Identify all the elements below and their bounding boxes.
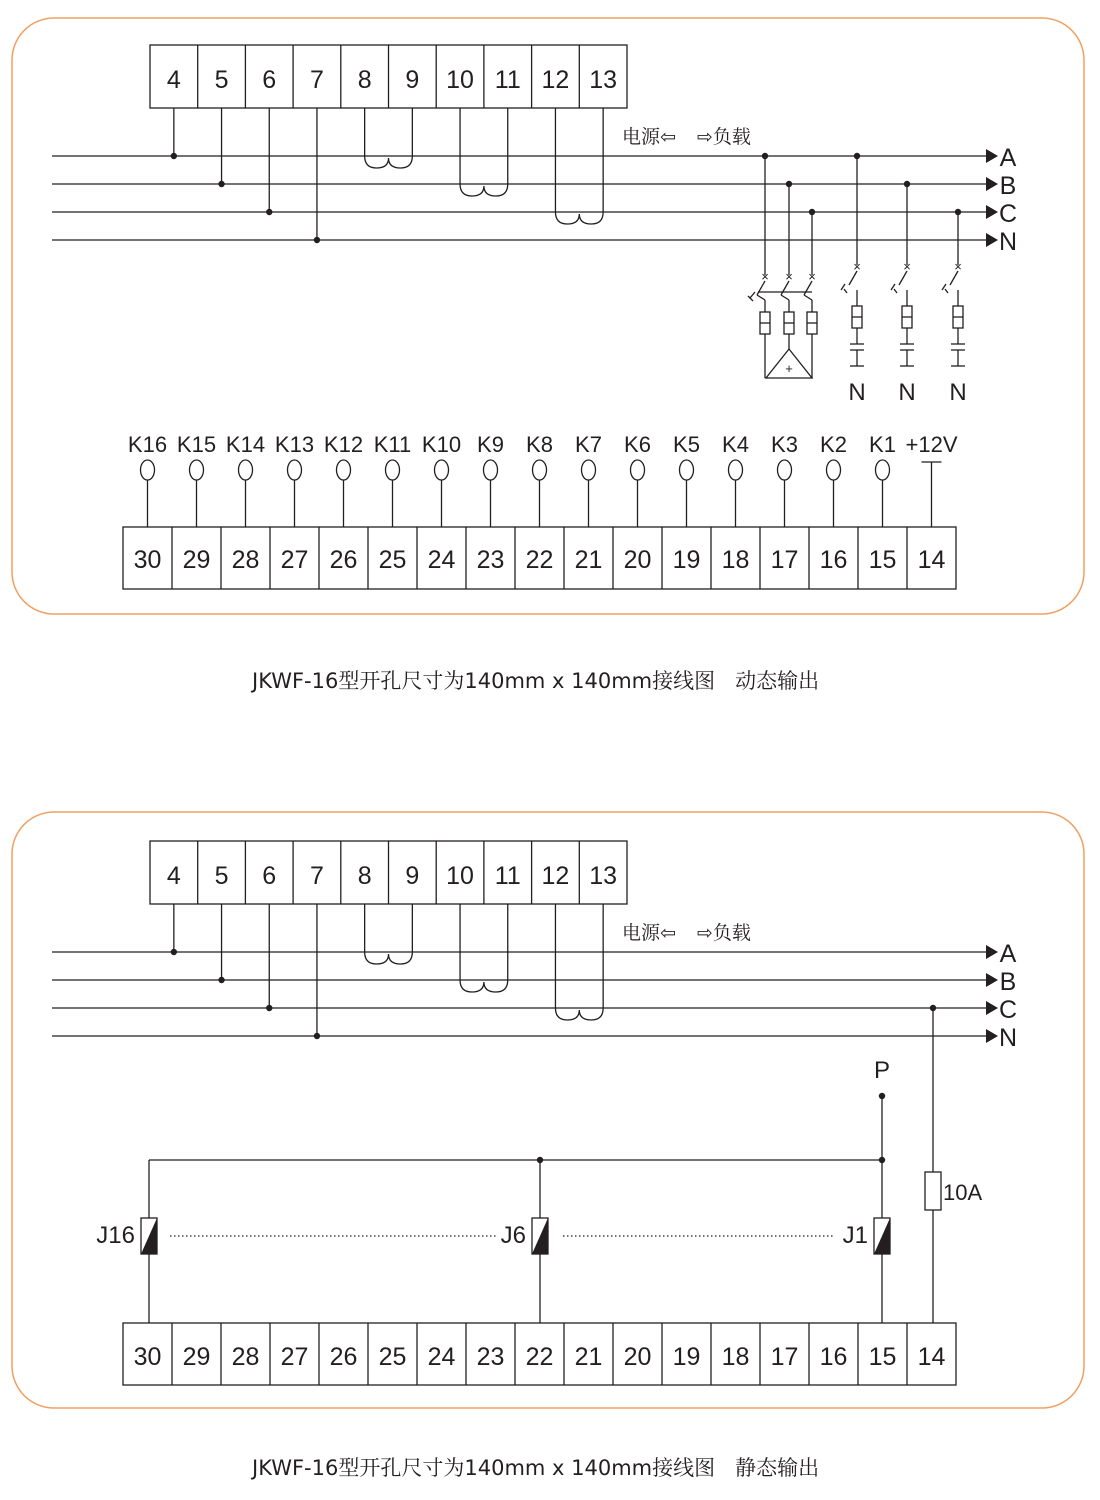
bottom-terminal-30: 30: [133, 546, 162, 574]
top-terminal-6: 6: [262, 66, 277, 94]
relay-fill: [141, 1218, 157, 1254]
output-indicator: [484, 460, 498, 480]
load-label: ⇨负载: [697, 126, 751, 148]
output-label-+12V: +12V: [905, 432, 958, 457]
bottom-terminal-22: 22: [525, 546, 554, 574]
source-label-2: 电源⇦: [622, 922, 676, 944]
output-indicator: [729, 460, 743, 480]
breaker-contact: ×: [761, 269, 769, 284]
bottom-terminal-24: 24: [427, 1343, 456, 1371]
dynamic-output-diagram: [52, 45, 1017, 589]
phase-label-N: N: [998, 1024, 1018, 1052]
breaker-contact: ×: [954, 259, 962, 274]
output-indicator: [876, 460, 890, 480]
arrow-head: [986, 1001, 998, 1015]
output-label-K8: K8: [526, 432, 553, 457]
bottom-terminal-23: 23: [476, 1343, 505, 1371]
neutral-label: N: [898, 379, 916, 406]
phase-label-A: A: [999, 940, 1017, 968]
output-label-K7: K7: [575, 432, 602, 457]
bottom-terminal-21: 21: [574, 546, 603, 574]
switch-blade: [757, 295, 765, 300]
top-terminal-4: 4: [166, 66, 181, 94]
output-indicator: [239, 460, 253, 480]
arrow-head: [986, 205, 998, 219]
delta-plus: +: [785, 361, 793, 376]
bottom-terminal-29: 29: [182, 546, 211, 574]
output-label-K13: K13: [274, 432, 315, 457]
breaker-handle: [748, 292, 755, 301]
top-terminal-5: 5: [214, 66, 229, 94]
bottom-terminal-22: 22: [525, 1343, 554, 1371]
junction-dot: [314, 237, 320, 243]
arrow-head: [986, 177, 998, 191]
phase-label-N: N: [998, 228, 1018, 256]
junction-dot: [171, 153, 177, 159]
top-terminal-4: 4: [166, 862, 181, 890]
junction-dot: [266, 209, 272, 215]
bottom-terminal-27: 27: [280, 1343, 309, 1371]
bottom-terminal-30: 30: [133, 1343, 162, 1371]
bottom-terminal-28: 28: [231, 546, 260, 574]
bottom-terminal-16: 16: [819, 546, 848, 574]
breaker-contact: ×: [785, 269, 793, 284]
top-terminal-11: 11: [494, 66, 521, 94]
phase-label-B: B: [999, 172, 1017, 200]
top-terminal-5: 5: [214, 862, 229, 890]
neutral-label: N: [848, 379, 866, 406]
neutral-label: N: [949, 379, 967, 406]
output-label-K9: K9: [477, 432, 504, 457]
breaker-handle: [891, 284, 897, 293]
breaker-contact: ×: [853, 259, 861, 274]
output-indicator: [386, 460, 400, 480]
output-label-K16: K16: [127, 432, 168, 457]
output-indicator: [435, 460, 449, 480]
top-terminal-7: 7: [309, 862, 324, 890]
bottom-terminal-24: 24: [427, 546, 456, 574]
top-terminal-7: 7: [309, 66, 324, 94]
top-terminal-11: 11: [494, 862, 521, 890]
bottom-terminal-25: 25: [378, 546, 407, 574]
bottom-terminal-20: 20: [623, 1343, 652, 1371]
top-terminal-6: 6: [262, 862, 277, 890]
output-label-K4: K4: [722, 432, 749, 457]
output-label-K10: K10: [421, 432, 462, 457]
top-terminal-12: 12: [541, 66, 570, 94]
junction-dot: [266, 1005, 272, 1011]
top-terminal-10: 10: [446, 66, 474, 94]
output-label-K15: K15: [176, 432, 217, 457]
junction-dot: [314, 1033, 320, 1039]
bottom-terminal-28: 28: [231, 1343, 260, 1371]
bottom-terminal-26: 26: [329, 546, 358, 574]
output-indicator: [680, 460, 694, 480]
bottom-terminal-25: 25: [378, 1343, 407, 1371]
junction-dot: [171, 949, 177, 955]
bottom-terminal-19: 19: [672, 546, 701, 574]
bottom-terminal-16: 16: [819, 1343, 848, 1371]
static-output-caption: JKWF-16型开孔尺寸为140mm x 140mm接线图 静态输出: [252, 1456, 820, 1480]
bottom-terminal-14: 14: [917, 546, 946, 574]
junction-dot: [218, 977, 224, 983]
bottom-terminal-15: 15: [868, 546, 897, 574]
top-terminal-12: 12: [541, 862, 570, 890]
relay-fill: [532, 1218, 548, 1254]
output-indicator: [631, 460, 645, 480]
phase-label-C: C: [998, 200, 1018, 228]
current-transformer-coil: [555, 212, 603, 224]
top-terminal-10: 10: [446, 862, 474, 890]
output-indicator: [533, 460, 547, 480]
top-terminal-8: 8: [357, 66, 372, 94]
switch-blade: [804, 295, 812, 300]
output-label-K14: K14: [225, 432, 266, 457]
top-terminal-13: 13: [589, 862, 618, 890]
bottom-terminal-19: 19: [672, 1343, 701, 1371]
load-label-2: ⇨负载: [697, 922, 751, 944]
relay-label-J16: J16: [96, 1222, 135, 1249]
current-transformer-coil: [365, 156, 413, 168]
output-label-K3: K3: [771, 432, 798, 457]
bottom-terminal-15: 15: [868, 1343, 897, 1371]
bottom-terminal-17: 17: [770, 546, 799, 574]
arrow-head: [986, 1029, 998, 1043]
breaker-handle: [942, 284, 948, 293]
static-output-panel: [12, 812, 1084, 1408]
source-label: 电源⇦: [622, 126, 676, 148]
bottom-terminal-18: 18: [721, 546, 750, 574]
output-label-K2: K2: [820, 432, 847, 457]
output-indicator: [827, 460, 841, 480]
output-indicator: [288, 460, 302, 480]
output-indicator: [337, 460, 351, 480]
junction-dot: [218, 181, 224, 187]
bottom-terminal-27: 27: [280, 546, 309, 574]
bottom-terminal-26: 26: [329, 1343, 358, 1371]
static-output-diagram: [52, 841, 1017, 1385]
current-transformer-coil: [460, 184, 508, 196]
bottom-terminal-17: 17: [770, 1343, 799, 1371]
output-indicator: [190, 460, 204, 480]
output-indicator: [141, 460, 155, 480]
arrow-head: [986, 945, 998, 959]
output-label-K11: K11: [373, 432, 412, 457]
bottom-terminal-14: 14: [917, 1343, 946, 1371]
bottom-terminal-29: 29: [182, 1343, 211, 1371]
switch-blade: [781, 295, 789, 300]
arrow-head: [986, 973, 998, 987]
breaker-contact: ×: [903, 259, 911, 274]
fuse-10A: [925, 1172, 941, 1210]
bottom-terminal-20: 20: [623, 546, 652, 574]
output-label-K1: K1: [869, 432, 896, 457]
relay-label-J1: J1: [842, 1222, 868, 1249]
current-transformer-coil: [365, 952, 413, 964]
bottom-terminal-23: 23: [476, 546, 505, 574]
arrow-head: [986, 149, 998, 163]
output-indicator: [778, 460, 792, 480]
supply-label: P: [873, 1057, 891, 1084]
output-label-K12: K12: [323, 432, 364, 457]
output-label-K6: K6: [624, 432, 651, 457]
top-terminal-9: 9: [405, 862, 420, 890]
output-label-K5: K5: [673, 432, 700, 457]
dynamic-output-caption: JKWF-16型开孔尺寸为140mm x 140mm接线图 动态输出: [252, 669, 820, 693]
phase-label-B: B: [999, 968, 1017, 996]
fuse-label: 10A: [943, 1180, 983, 1205]
top-terminal-13: 13: [589, 66, 618, 94]
bottom-terminal-18: 18: [721, 1343, 750, 1371]
bottom-terminal-21: 21: [574, 1343, 603, 1371]
breaker-handle: [841, 284, 847, 293]
current-transformer-coil: [555, 1008, 603, 1020]
relay-fill: [874, 1218, 890, 1254]
arrow-head: [986, 233, 998, 247]
top-terminal-8: 8: [357, 862, 372, 890]
top-terminal-9: 9: [405, 66, 420, 94]
breaker-contact: ×: [808, 269, 816, 284]
phase-label-A: A: [999, 144, 1017, 172]
phase-label-C: C: [998, 996, 1018, 1024]
current-transformer-coil: [460, 980, 508, 992]
output-indicator: [582, 460, 596, 480]
relay-label-J6: J6: [500, 1222, 526, 1249]
